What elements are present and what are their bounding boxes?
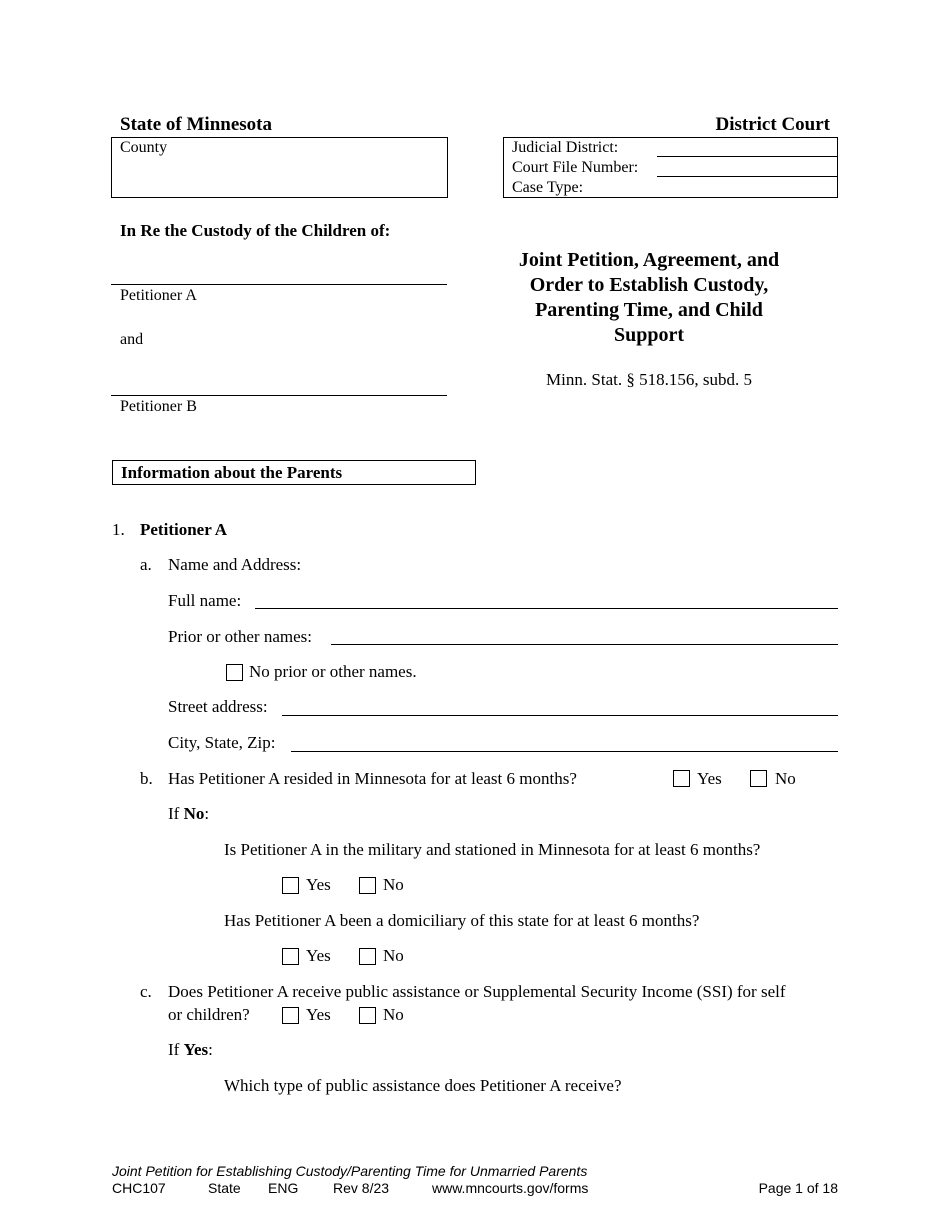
item-1-heading: Petitioner A bbox=[140, 520, 228, 539]
street-address-label: Street address: bbox=[168, 697, 268, 716]
title-line-3: Parenting Time, and Child bbox=[535, 299, 763, 321]
full-name-field[interactable] bbox=[255, 608, 838, 609]
petitioner-a-name-line[interactable] bbox=[111, 284, 447, 285]
if-yes-label: If Yes: bbox=[168, 1040, 213, 1059]
and-label: and bbox=[120, 331, 144, 348]
residency-yes-checkbox[interactable] bbox=[673, 770, 690, 787]
state-name: State of Minnesota bbox=[120, 114, 272, 135]
public-assistance-question-line-1: Does Petitioner A receive public assistance or Supplemental Security Income (SSI) for self bbox=[168, 982, 786, 1001]
footer-form-code: CHC107 bbox=[112, 1180, 166, 1196]
judicial-district-field[interactable] bbox=[657, 156, 837, 157]
public-assistance-no-checkbox[interactable] bbox=[359, 1007, 376, 1024]
county-label: County bbox=[120, 139, 168, 156]
military-question: Is Petitioner A in the military and stationed in Minnesota for at least 6 months? bbox=[224, 840, 761, 859]
footer-revision: Rev 8/23 bbox=[333, 1180, 390, 1196]
public-assistance-no-label: No bbox=[383, 1005, 404, 1024]
item-b-letter: b. bbox=[140, 769, 153, 788]
item-1-number: 1. bbox=[112, 520, 125, 539]
domicile-yes-label: Yes bbox=[306, 946, 331, 965]
title-line-2: Order to Establish Custody, bbox=[529, 274, 769, 296]
assistance-type-question: Which type of public assistance does Petitioner A receive? bbox=[224, 1076, 622, 1095]
petitioner-a-caption-label: Petitioner A bbox=[120, 287, 197, 304]
city-state-zip-field[interactable] bbox=[291, 751, 838, 752]
petitioner-b-name-line[interactable] bbox=[111, 395, 447, 396]
public-assistance-question-line-2: or children? bbox=[168, 1005, 250, 1024]
military-no-checkbox[interactable] bbox=[359, 877, 376, 894]
court-name: District Court bbox=[715, 114, 830, 135]
domicile-no-checkbox[interactable] bbox=[359, 948, 376, 965]
if-no-label: If No: bbox=[168, 804, 210, 823]
footer-page-number: Page 1 of 18 bbox=[758, 1180, 838, 1196]
court-info-box bbox=[503, 137, 838, 198]
statute-reference: Minn. Stat. § 518.156, subd. 5 bbox=[546, 370, 752, 389]
no-prior-names-checkbox[interactable] bbox=[226, 664, 243, 681]
court-file-number-label: Court File Number: bbox=[512, 159, 639, 176]
case-type-label: Case Type: bbox=[512, 179, 584, 196]
military-yes-checkbox[interactable] bbox=[282, 877, 299, 894]
footer-state: State bbox=[208, 1180, 241, 1196]
footer-language: ENG bbox=[268, 1180, 299, 1196]
county-box bbox=[111, 137, 448, 198]
domicile-question: Has Petitioner A been a domiciliary of this state for at least 6 months? bbox=[224, 911, 700, 930]
footer-title: Joint Petition for Establishing Custody/Parenting Time for Unmarried Parents bbox=[112, 1163, 588, 1179]
name-address-label: Name and Address: bbox=[168, 555, 302, 574]
item-a-letter: a. bbox=[140, 555, 152, 574]
title-line-1: Joint Petition, Agreement, and bbox=[518, 249, 780, 271]
court-file-number-field[interactable] bbox=[657, 176, 837, 177]
no-prior-names-label: No prior or other names. bbox=[249, 662, 417, 681]
item-c-letter: c. bbox=[140, 982, 152, 1001]
prior-names-label: Prior or other names: bbox=[168, 627, 312, 646]
section-heading: Information about the Parents bbox=[121, 463, 343, 482]
residency-no-label: No bbox=[775, 769, 796, 788]
title-line-4: Support bbox=[613, 324, 685, 346]
full-name-label: Full name: bbox=[168, 591, 242, 610]
residency-yes-label: Yes bbox=[697, 769, 722, 788]
footer-url[interactable]: www.mncourts.gov/forms bbox=[432, 1180, 589, 1196]
military-yes-label: Yes bbox=[306, 875, 331, 894]
prior-names-field[interactable] bbox=[331, 644, 838, 645]
domicile-no-label: No bbox=[383, 946, 404, 965]
city-state-zip-label: City, State, Zip: bbox=[168, 733, 276, 752]
public-assistance-yes-label: Yes bbox=[306, 1005, 331, 1024]
street-address-field[interactable] bbox=[282, 715, 838, 716]
residency-no-checkbox[interactable] bbox=[750, 770, 767, 787]
public-assistance-yes-checkbox[interactable] bbox=[282, 1007, 299, 1024]
petitioner-b-caption-label: Petitioner B bbox=[120, 398, 197, 415]
section-heading-box bbox=[112, 460, 476, 485]
judicial-district-label: Judicial District: bbox=[512, 139, 619, 156]
military-no-label: No bbox=[383, 875, 404, 894]
residency-question: Has Petitioner A resided in Minnesota for at least 6 months? bbox=[168, 769, 577, 788]
in-re-caption: In Re the Custody of the Children of: bbox=[120, 221, 391, 240]
domicile-yes-checkbox[interactable] bbox=[282, 948, 299, 965]
